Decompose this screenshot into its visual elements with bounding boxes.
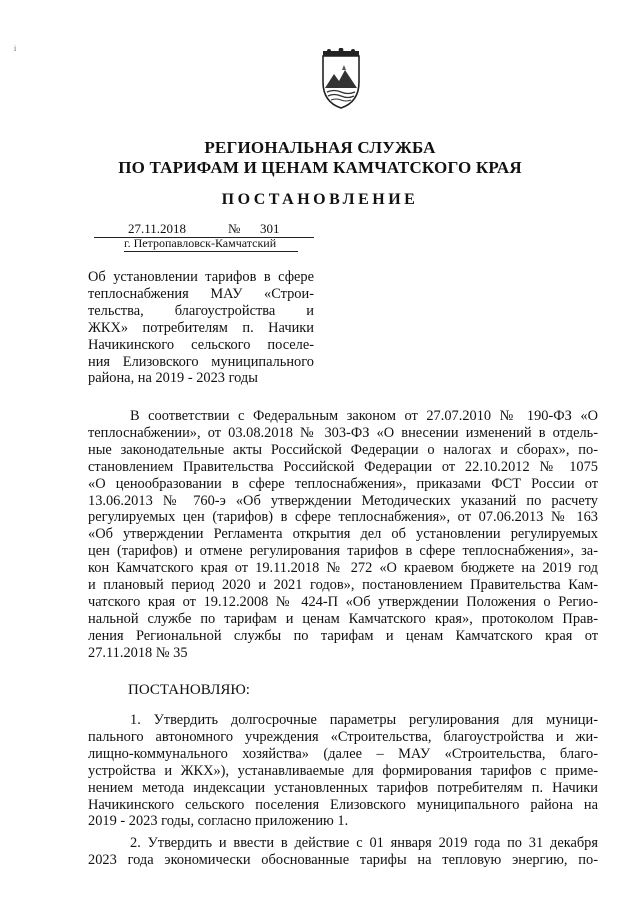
paragraph-line: цен (тарифов) и отмене регулирования тарифов в сфере теплоснабжения», за- <box>88 543 598 560</box>
document-type-title: ПОСТАНОВЛЕНИЕ <box>221 191 419 208</box>
paragraph-line: устройства и ЖКХ»), устанавливаемые для формирования тарифов с приме- <box>88 762 598 779</box>
paragraph-line: 27.11.2018 № 35 <box>88 644 188 661</box>
document-subject <box>88 269 314 387</box>
paragraph-line: чатского края от 19.12.2008 № 424-П «Об утверждении Положения о Регио- <box>88 593 598 610</box>
document-date: 27.11.2018 <box>128 221 187 236</box>
paragraph-line: и плановый период 2020 и 2021 годов», постановлением Правительства Кам- <box>88 577 598 594</box>
paragraph-line: 13.06.2013 № 760-э «Об утверждении Методических указаний по расчету <box>88 492 598 509</box>
paragraph-line: 2019 - 2023 годы, согласно приложению 1. <box>88 813 349 830</box>
paragraph-line: ные законодательные акты Российской Федерации о налогах и сборах», по- <box>88 441 598 458</box>
paragraph-line: 2. Утвердить и ввести в действие с 01 января 2019 года по 31 декабря <box>130 835 598 851</box>
paragraph-line: Начикинского сельского поселения Елизовского муниципального района на <box>88 796 598 813</box>
subject-line: теплоснабжения МАУ «Строи- <box>88 285 314 302</box>
paragraph-line: кон Камчатского края от 19.11.2018 № 272 «О краевом бюджете на 2019 год <box>88 560 598 577</box>
paragraph-line: 1. Утвердить долгосрочные параметры регулирования для муници- <box>130 712 598 728</box>
subject-line: Начикинского сельского поселе- <box>88 336 314 353</box>
paragraph-line: лищно-коммунального хозяйства» (далее – МАУ «Строительства, благо- <box>88 745 598 762</box>
subject-line: Об установлении тарифов в сфере <box>88 269 314 285</box>
paragraph-line: «Об утверждении Регламента открытия дел об установлении регулируемых <box>88 526 598 543</box>
coat-of-arms-emblem-icon <box>318 48 364 110</box>
subject-line: тельства, благоустройства и <box>88 302 314 319</box>
paragraph-line: нальной службе по тарифам и ценам Камчатского края», протоколом Прав- <box>88 610 598 627</box>
number-sign: № <box>228 221 241 236</box>
paragraph-line: теплоснабжении», от 03.08.2018 № 303-ФЗ «О внесении изменений в отдель- <box>88 424 598 441</box>
paragraph-line: «О ценообразовании в сфере теплоснабжения», приказами ФСТ России от <box>88 475 598 492</box>
paragraph-line: пального автономного учреждения «Строительства, благоустройства и жи- <box>88 728 598 745</box>
subject-line: района, на 2019 - 2023 годы <box>88 370 258 387</box>
organization-name-line-2: ПО ТАРИФАМ И ЦЕНАМ КАМЧАТСКОГО КРАЯ <box>118 158 522 177</box>
document-city: г. Петропавловск-Камчатский <box>124 236 298 252</box>
corner-mark: і <box>14 44 17 53</box>
subject-line: ЖКХ» потребителям п. Начики <box>88 319 314 336</box>
document-number: 301 <box>260 221 280 236</box>
preamble-paragraph <box>88 408 598 662</box>
item-2-paragraph <box>88 835 598 869</box>
paragraph-line: ления Региональной службы по тарифам и ценам Камчатского края от <box>88 627 598 644</box>
paragraph-line: регулируемых цен (тарифов) в сфере теплоснабжения», от 07.06.2013 № 163 <box>88 509 598 526</box>
paragraph-line: 2023 года экономически обоснованные тарифы на тепловую энергию, по- <box>88 851 598 868</box>
paragraph-line: нением метода индексации установленных тарифов потребителям п. Начики <box>88 779 598 796</box>
paragraph-line: становлением Правительства Российской Федерации от 22.10.2012 № 1075 <box>88 458 598 475</box>
paragraph-line: В соответствии с Федеральным законом от 27.07.2010 № 190-ФЗ «О <box>130 408 598 424</box>
decree-word: ПОСТАНОВЛЯЮ: <box>128 682 250 698</box>
organization-name-line-1: РЕГИОНАЛЬНАЯ СЛУЖБА <box>204 138 436 157</box>
subject-line: ния Елизовского муниципального <box>88 353 314 370</box>
item-1-paragraph <box>88 712 598 830</box>
